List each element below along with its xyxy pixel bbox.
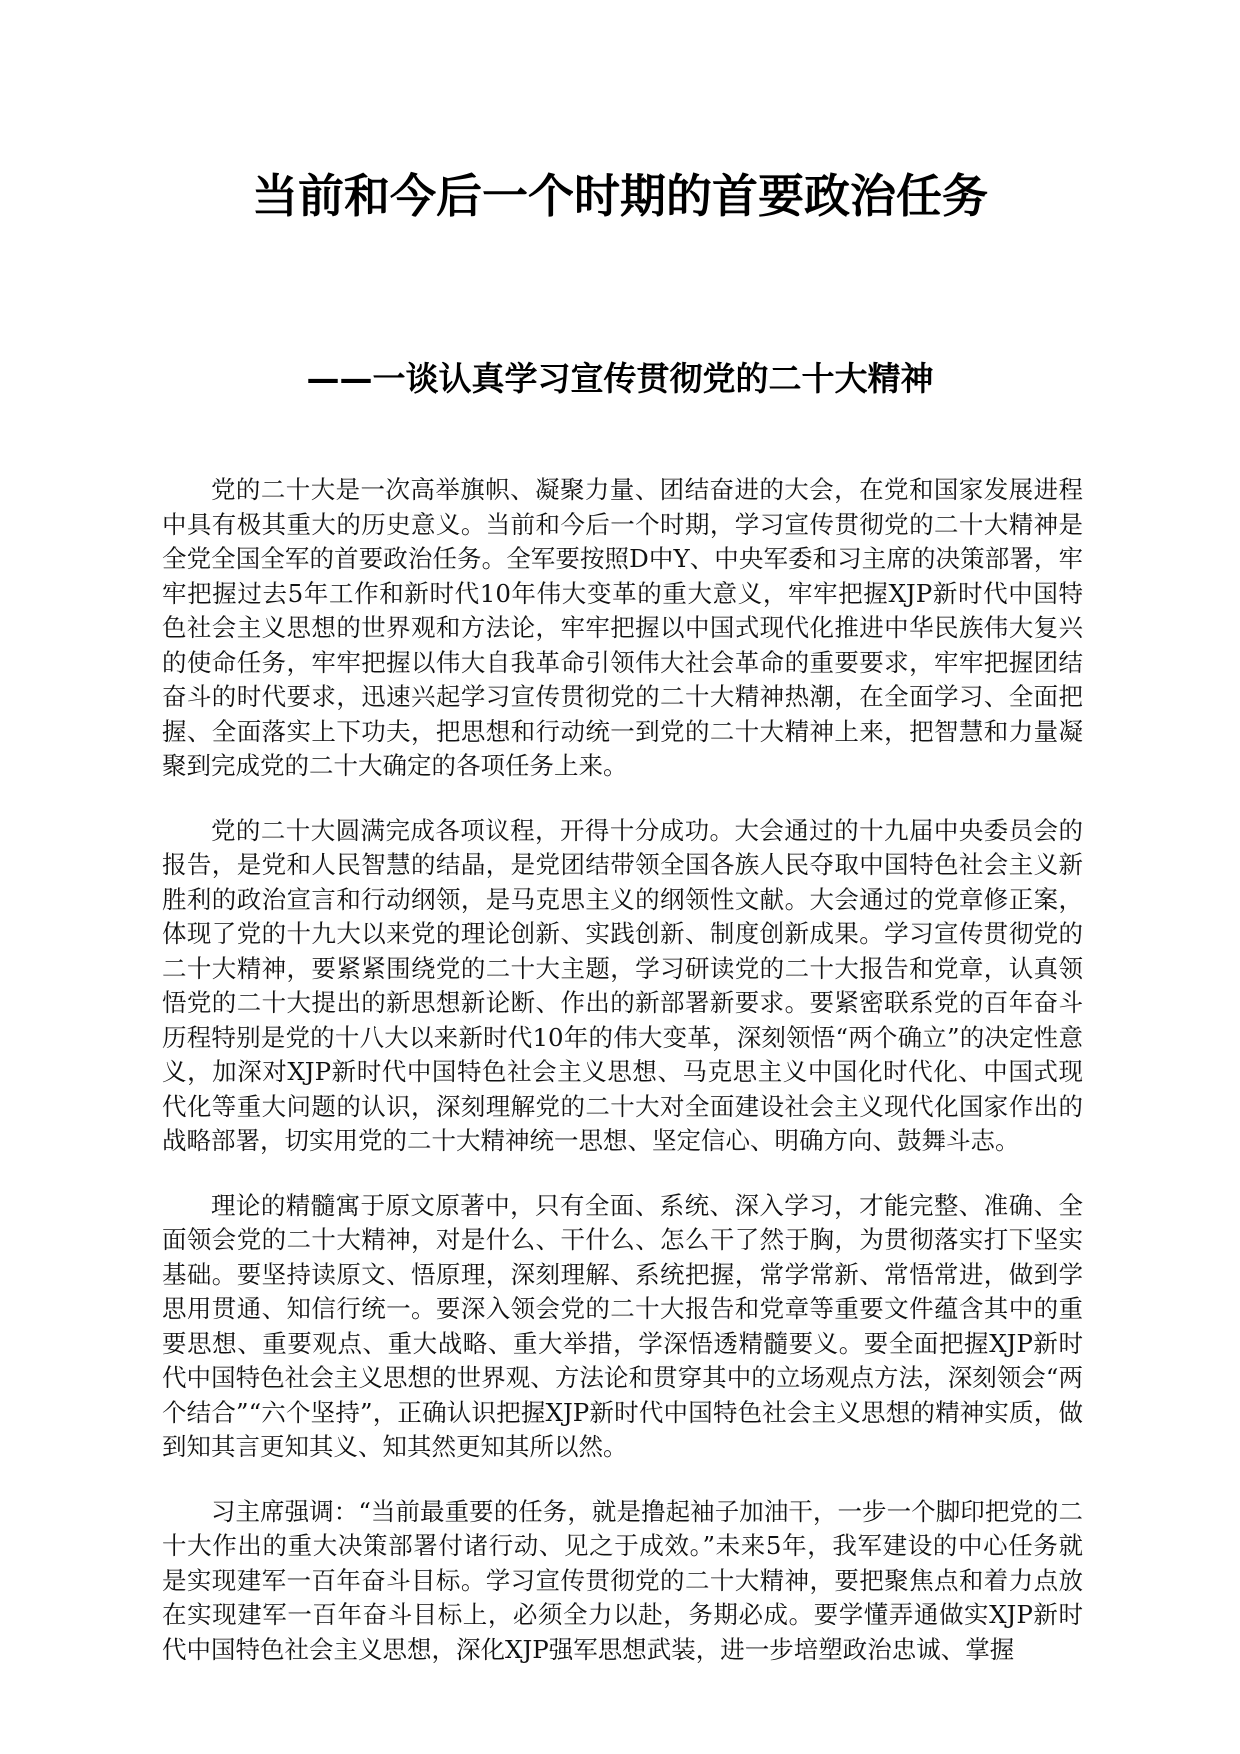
paragraph-3: 理论的精髓寓于原文原著中，只有全面、系统、深入学习，才能完整、准确、全面领会党的二十大精神，对是什么、干什么、怎么干了然于胸，为贯彻落实打下坚实基础。要坚持读原文、悟原理，深刻理解、系统把握，常学常新、常悟常进，做到学思用贯通、知信行统一。要深入领会党的二十大报告和党章等重要文件蕴含其中的重要思想、重要观点、重大战略、重大举措，学深悟透精髓要义。要全面把握XJP新时代中国特色社会主义思想的世界观、方法论和贯穿其中的立场观点方法，深刻领会“两个结合”“六个坚持”，正确认识把握XJP新时代中国特色社会主义思想的精神实质，做到知其言更知其义、知其然更知其所以然。: [162, 1190, 1083, 1461]
document-subtitle: ——一谈认真学习宣传贯彻党的二十大精神: [306, 359, 934, 398]
paragraph-4: 习主席强调：“当前最重要的任务，就是撸起袖子加油干，一步一个脚印把党的二十大作出的重大决策部署付诸行动、见之于成效。”未来5年，我军建设的中心任务就是实现建军一百年奋斗目标。学习宣传贯彻党的二十大精神，要把聚焦点和着力点放在实现建军一百年奋斗目标上，必须全力以赴，务期必成。要学懂弄通做实XJP新时代中国特色社会主义思想，深化XJP强军思想武装，进一步培塑政治忠诚、掌握: [162, 1496, 1083, 1664]
document-title: 当前和今后一个时期的首要政治任务: [252, 169, 988, 223]
paragraph-1: 党的二十大是一次高举旗帜、凝聚力量、团结奋进的大会，在党和国家发展进程中具有极其重大的历史意义。当前和今后一个时期，学习宣传贯彻党的二十大精神是全党全国全军的首要政治任务。全军要按照D中Y、中央军委和习主席的决策部署，牢牢把握过去5年工作和新时代10年伟大变革的重大意义，牢牢把握XJP新时代中国特色社会主义思想的世界观和方法论，牢牢把握以中国式现代化推进中华民族伟大复兴的使命任务，牢牢把握以伟大自我革命引领伟大社会革命的重要要求，牢牢把握团结奋斗的时代要求，迅速兴起学习宣传贯彻党的二十大精神热潮，在全面学习、全面把握、全面落实上下功夫，把思想和行动统一到党的二十大精神上来，把智慧和力量凝聚到完成党的二十大确定的各项任务上来。: [162, 475, 1083, 780]
document-body: [162, 473, 1083, 1697]
paragraph-2: 党的二十大圆满完成各项议程，开得十分成功。大会通过的十九届中央委员会的报告，是党和人民智慧的结晶，是党团结带领全国各族人民夺取中国特色社会主义新胜利的政治宣言和行动纲领，是马克思主义的纲领性文献。大会通过的党章修正案，体现了党的十九大以来党的理论创新、实践创新、制度创新成果。学习宣传贯彻党的二十大精神，要紧紧围绕党的二十大主题，学习研读党的二十大报告和党章，认真领悟党的二十大提出的新思想新论断、作出的新部署新要求。要紧密联系党的百年奋斗历程特别是党的十八大以来新时代10年的伟大变革，深刻领悟“两个确立”的决定性意义，加深对XJP新时代中国特色社会主义思想、马克思主义中国化时代化、中国式现代化等重大问题的认识，深刻理解党的二十大对全面建设社会主义现代化国家作出的战略部署，切实用党的二十大精神统一思想、坚定信心、明确方向、鼓舞斗志。: [162, 815, 1083, 1155]
